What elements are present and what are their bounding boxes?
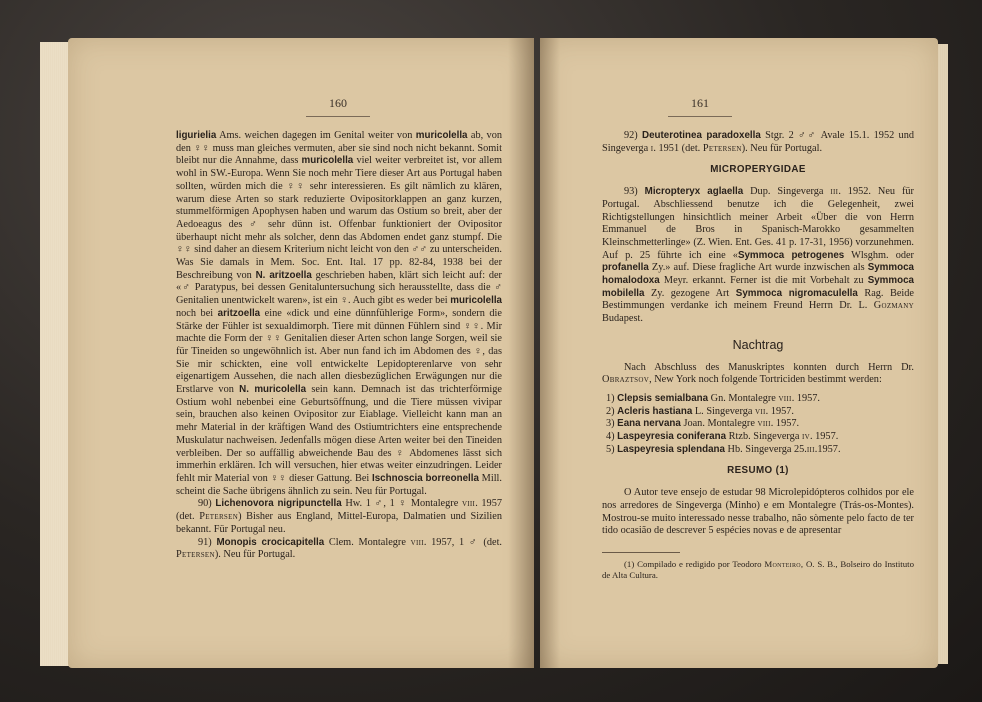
body-text: O Autor teve ensejo de estudar 98 Microlepidópteros colhidos por ele nos arredores de Singeverga (Minho) e em Montalegre (Trás-os-Montes). Mostrou-se muito interessado nesse trabalho, não sòmente pelo facto de ter tido ocasião de descrever 5 espécies novas e de apresentar (602, 487, 914, 537)
small-caps-text: i (650, 142, 654, 154)
body-text: 2) (606, 405, 618, 417)
body-text: . 1957, 1 ♂ (det. (423, 536, 503, 548)
species-name: Lichenovora nigripunctella (215, 498, 342, 510)
body-text: . 1957. (765, 405, 794, 417)
body-text: Clem. Montalegre (324, 536, 411, 548)
paragraph-item-91 (176, 537, 502, 562)
body-text: , New York noch folgende Tortriciden bestimmt werden: (649, 374, 882, 386)
paragraph-item-90 (176, 498, 502, 536)
body-text: ). Neu für Portugal. (214, 549, 296, 561)
species-name: aritzoella (217, 307, 261, 319)
body-text: ). Neu für Portugal. (741, 142, 823, 154)
species-name: Symmoca mobilella (602, 275, 914, 299)
body-text: , O. S. B., Bolseiro do Instituto de Alta Cultura. (602, 558, 914, 580)
open-book (40, 38, 948, 678)
body-text: 4) (606, 431, 618, 443)
paragraph-item-93 (602, 186, 914, 326)
species-name: muricolella (415, 130, 468, 141)
body-text: Stgr. 2 ♂♂ Avale 15.1. 1952 und Singeverga (602, 130, 914, 154)
body-text: . 1952. Neu für Portugal. Abschliessend benutze ich die Gelegenheit, zwei Richtigstellungen hinsichtlich meiner Arbeit «Über die von Herrn Emmanuel de Bros in Spanisch-Marokko gesammelten Kleinschmetterlinge» (Z. Wien. Ent. Ges. 41 p. 17-31, 1956) vorzunehmen. Auf p. 25 führte ich eine « (602, 186, 914, 261)
species-name: Monopis crocicapitella (216, 536, 325, 548)
small-caps-text: Petersen (176, 549, 215, 561)
list-item (602, 418, 914, 431)
body-text: Budapest. (602, 313, 643, 325)
species-name: Laspeyresia coniferana (617, 431, 727, 443)
small-caps-text: iii (806, 443, 815, 455)
body-text: .1957. (814, 443, 841, 455)
body-text: (1) Compilado e redigido por Teodoro (624, 558, 765, 569)
body-text: Hb. Singeverga 25. (724, 443, 807, 455)
body-text: ab, von den ♀♀ muss man gleiches vermuten, aber sie sind noch nicht bekannt. Somit bleibt nur die Annahme, dass (176, 130, 502, 167)
page-number-rule (306, 116, 370, 117)
body-text: 91) (198, 536, 217, 548)
small-caps-text: vii (755, 405, 766, 417)
body-text: Dup. Singeverga (743, 186, 831, 198)
body-text: Mill. scheint die Sache übrigens ähnlich zu sein. Neu für Portugal. (176, 472, 502, 497)
species-name: ligurielia (176, 130, 217, 141)
species-name: Eana nervana (617, 418, 681, 430)
list-item (602, 406, 914, 419)
body-text: Gn. Montalegre (708, 392, 779, 404)
species-name: Symmoca nigromaculella (735, 287, 858, 299)
list-item (602, 393, 914, 406)
body-text: Nach Abschluss des Manuskriptes konnten durch Herrn Dr. (624, 361, 914, 373)
small-caps-text: viii (410, 536, 424, 548)
body-text: . 1957. (770, 418, 800, 430)
spine-shadow (540, 38, 560, 668)
species-name: Laspeyresia splendana (617, 443, 725, 455)
species-name: Clepsis semialbana (617, 392, 709, 404)
body-text: sein kann. Demnach ist das trichterförmige Ostium wohl nebenbei eine Geburtsöffnung, und die Tiere müssen vivipar sein, brauchen also keinen Ovipositor zur Eiablage. Vielleicht kann man an mehr Material in der kräftigen Wand des Ostiumtrichters eine entsprechende Muskulatur nachweisen. Jedenfalls mögen diese Arten weiter bei den Tineiden verbleiben. Der so auffällig abweichende Bau des ♀ Abdomenes lässt sich immerhin erklären. Ich will versuchen, hier etwas weiter einzudringen. Leider fehlt mir Material von ♀♀ dieser Gattung. Bei (176, 384, 502, 484)
body-text: Rtzb. Singeverga (726, 431, 802, 443)
small-caps-text: viii (757, 418, 771, 430)
section-heading-micropterygidae: MICROPERYGIDAE (710, 164, 806, 176)
body-text: L. Singeverga (692, 405, 756, 417)
body-text: noch bei (176, 307, 218, 319)
small-caps-text: iv (801, 431, 810, 443)
body-text: Joan. Montalegre (680, 418, 758, 430)
body-text: . 1957 (det. (176, 498, 503, 523)
list-item (602, 431, 914, 444)
footnote-rule (602, 552, 680, 553)
small-caps-text: viii (778, 392, 792, 404)
species-name: Symmoca homalodoxa (602, 262, 914, 287)
body-text: 5) (606, 443, 618, 455)
body-text: Zy. gezogene Art (644, 287, 736, 299)
body-text: 90) (198, 498, 216, 510)
species-name: Ischnoscia borreonella (372, 472, 479, 484)
species-name: muricolella (450, 295, 502, 307)
species-name: Acleris hastiana (617, 405, 693, 417)
small-caps-text: Petersen (702, 142, 742, 154)
body-text: Wlsghm. oder (844, 249, 914, 261)
spine-shadow (508, 38, 534, 668)
body-text: 93) (624, 186, 645, 198)
paragraph-item-92 (602, 130, 914, 155)
body-text: Meyr. erkannt. Ferner ist die mit Vorbehalt zu (659, 275, 868, 287)
page-number-rule (668, 116, 732, 117)
small-caps-text: viii (461, 498, 476, 510)
body-text: . 1957. (809, 431, 839, 443)
species-name: profanella (602, 262, 649, 274)
small-caps-text: Monteiro (764, 558, 801, 569)
paragraph-muricolella (176, 130, 502, 498)
tortricidae-list (602, 393, 914, 457)
page-number: 160 (329, 96, 347, 110)
species-name: Deuterotinea paradoxella (642, 130, 761, 141)
body-text: geschrieben haben, klärt sich leicht auf: der «♂ Paratypus, bei dessen Genitaluntersuchung sich herausstellte, dass die ♂ Genitalien unentwickelt waren», ist ein ♀. Auch gibt es weder bei (176, 269, 502, 307)
left-page (68, 38, 534, 668)
list-item (602, 444, 914, 457)
small-caps-text: Gozmany (873, 300, 914, 312)
left-page-edges (40, 42, 70, 666)
footnote (602, 559, 914, 581)
species-name: muricolella (301, 155, 354, 167)
body-text: eine «dick und eine dünnfühlerige Form», sondern die Stärke der Fühler ist sexualdimorph. Tiere mit dünnen Fühlern sind ♀♀. Mir machte die Form der ♀♀ Genitalien dieser Arten schon lange Sorgen, weil sie für Tineiden so ungewöhnlich ist. Aber nun fand ich im Abdomen des ♀, das Sie mir schickten, eine voll entwickelte Lepidopterenlarve von sehr eigenartigem Aussehen, die nach allen diesbezüglichen Erwägungen nur die Erstlarve von (176, 307, 502, 396)
left-page-body (176, 130, 502, 562)
small-caps-text: Obraztsov (602, 374, 650, 386)
species-name: Symmoca petrogenes (737, 249, 845, 261)
body-text: ) Bisher aus England, Mittel-Europa, Dalmatien und Sizilien bekannt. Für Portugal neu. (176, 511, 502, 535)
body-text: Ams. weichen dagegen im Genital weiter von (216, 130, 416, 141)
species-name: Micropteryx aglaella (644, 186, 744, 198)
paragraph-resumo (602, 487, 914, 538)
body-text: Hw. 1 ♂, 1 ♀ Montalegre (341, 498, 462, 510)
body-text: 3) (606, 418, 618, 430)
paragraph-nachtrag (602, 362, 914, 387)
section-heading-resumo: RESUMO (1) (727, 465, 789, 477)
body-text: . 1957. (791, 392, 821, 404)
body-text: 92) (624, 130, 643, 141)
right-page (540, 38, 938, 668)
body-text: 1) (606, 392, 618, 404)
body-text: viel weiter verbreitet ist, vor allem wohl in SW.-Europa. Wenn Sie noch mehr Tiere dieser Art aus Portugal haben sollten, würden mich die ♀♀ sehr interessieren. Es gilt nämlich zu klären, warum diese Arten so stark reduzierte Ovipositorklappen an ganz kurzen, stummelförmigen Apophysen haben und warum das Ostium so breit, aber der Aedoeagus des ♂ sehr dünn ist. Offenbar funktioniert der Ovipositor überhaupt nicht mehr als solcher, denn das Abdomen endet ganz stumpf. Die ♀♀ sind daher an diesem Kriterium nicht leicht von den ♂♂ zu unterscheiden. Was Sie damals in Mem. Soc. Ent. Ital. 17 pp. 82-84, 1938 bei der Beschreibung von (176, 155, 502, 281)
small-caps-text: iii (830, 186, 839, 198)
body-text: Rag. Beide Bestimmungen verdanke ich meinem Freund Herrn Dr. L. (602, 287, 914, 312)
species-name: N. muricolella (239, 384, 307, 396)
small-caps-text: Petersen (199, 511, 239, 523)
species-name: N. aritzoella (255, 269, 312, 281)
right-page-body (602, 130, 914, 581)
section-heading-nachtrag: Nachtrag (732, 337, 784, 352)
body-text: Zy.» auf. Diese fragliche Art wurde inzwischen als (648, 262, 868, 274)
page-number: 161 (691, 96, 709, 110)
body-text: . 1951 (det. (653, 142, 703, 154)
